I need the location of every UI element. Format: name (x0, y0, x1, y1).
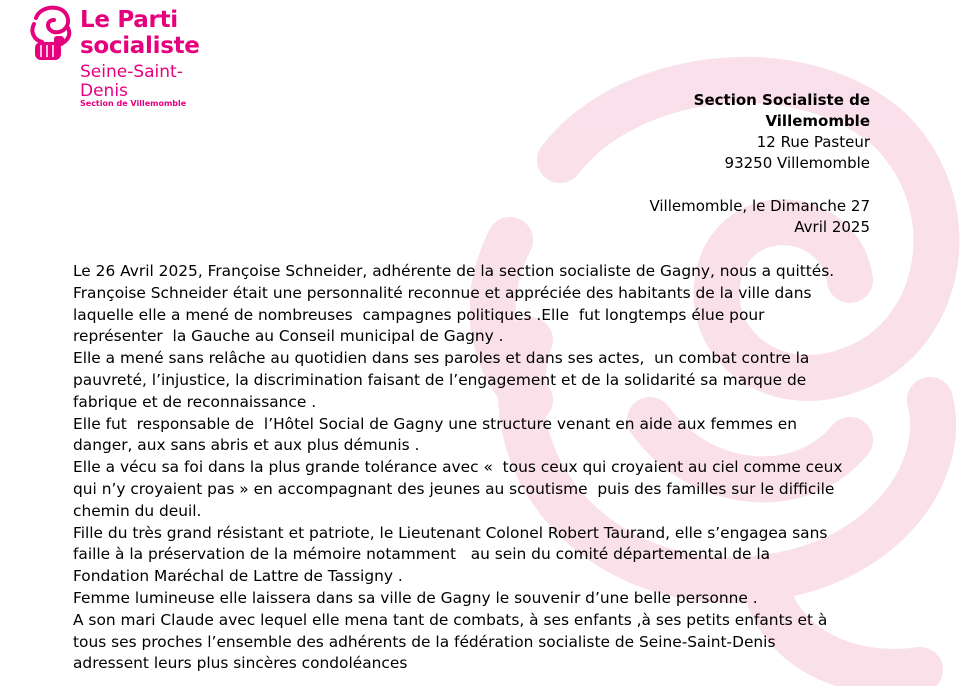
sender-postcode-city: 93250 Villemomble (724, 154, 870, 172)
sender-org-name: Section Socialiste de Villemomble (693, 91, 870, 130)
body-line: Elle a vécu sa foi dans la plus grande tolérance avec « tous ceux qui croyaient au ciel comme ceux (73, 458, 843, 477)
body-line: Fondation Maréchal de Lattre de Tassigny . (73, 567, 403, 586)
letter-body (73, 261, 893, 675)
party-name (80, 7, 200, 59)
body-line: A son mari Claude avec lequel elle mena tant de combats, à ses enfants ,à ses petits enfants et à (73, 610, 828, 629)
body-line: représenter la Gauche au Conseil municipal de Gagny . (73, 327, 504, 346)
letter-date: Villemomble, le Dimanche 27 Avril 2025 (649, 197, 870, 236)
body-line: laquelle elle a mené de nombreuses campagnes politiques .Elle fut longtemps élue pour (73, 305, 765, 324)
body-line: pauvreté, l’injustice, la discrimination faisant de l’engagement et de la solidarité sa marque de (73, 370, 807, 389)
sender-street: 12 Rue Pasteur (756, 133, 870, 151)
body-line: qui n’y croyaient pas » en accompagnant des jeunes au scoutisme puis des familles sur le difficile (73, 479, 835, 498)
body-line: Le 26 Avril 2025, Françoise Schneider, adhérente de la section socialiste de Gagny, nous a quittés. (73, 262, 835, 280)
body-line: Femme lumineuse elle laissera dans sa ville de Gagny le souvenir d’une belle personne . (73, 588, 758, 607)
rose-fist-icon (26, 2, 76, 64)
body-line: adressent leurs plus sincères condoléances (73, 654, 408, 673)
body-line: Elle a mené sans relâche au quotidien dans ses paroles et dans ses actes, un combat contre la (73, 349, 810, 368)
body-line: fabrique et de reconnaissance . (73, 392, 317, 411)
party-name-line1: Le Parti (80, 7, 178, 33)
body-line: faille à la préservation de la mémoire notamment au sein du comité départemental de la (73, 545, 771, 564)
section-name: Section de Villemomble (80, 99, 187, 108)
party-name-line2: socialiste (80, 33, 200, 59)
body-line: Fille du très grand résistant et patriote, le Lieutenant Colonel Robert Taurand, elle s’engagea sans (73, 523, 828, 542)
body-line: chemin du deuil. (73, 501, 202, 520)
body-line: Elle fut responsable de l’Hôtel Social de Gagny une structure venant en aide aux femmes en (73, 414, 797, 433)
party-logo (26, 2, 226, 112)
body-line: danger, aux sans abris et aux plus démunis . (73, 436, 420, 455)
body-line: tous ses proches l’ensemble des adhérents de la fédération socialiste de Seine-Saint-Denis (73, 632, 776, 651)
department-name: Seine-Saint-Denis (80, 62, 183, 101)
body-line: Françoise Schneider était une personnalité reconnue et appréciée des habitants de la ville dans (73, 283, 812, 302)
sender-address (680, 90, 870, 174)
